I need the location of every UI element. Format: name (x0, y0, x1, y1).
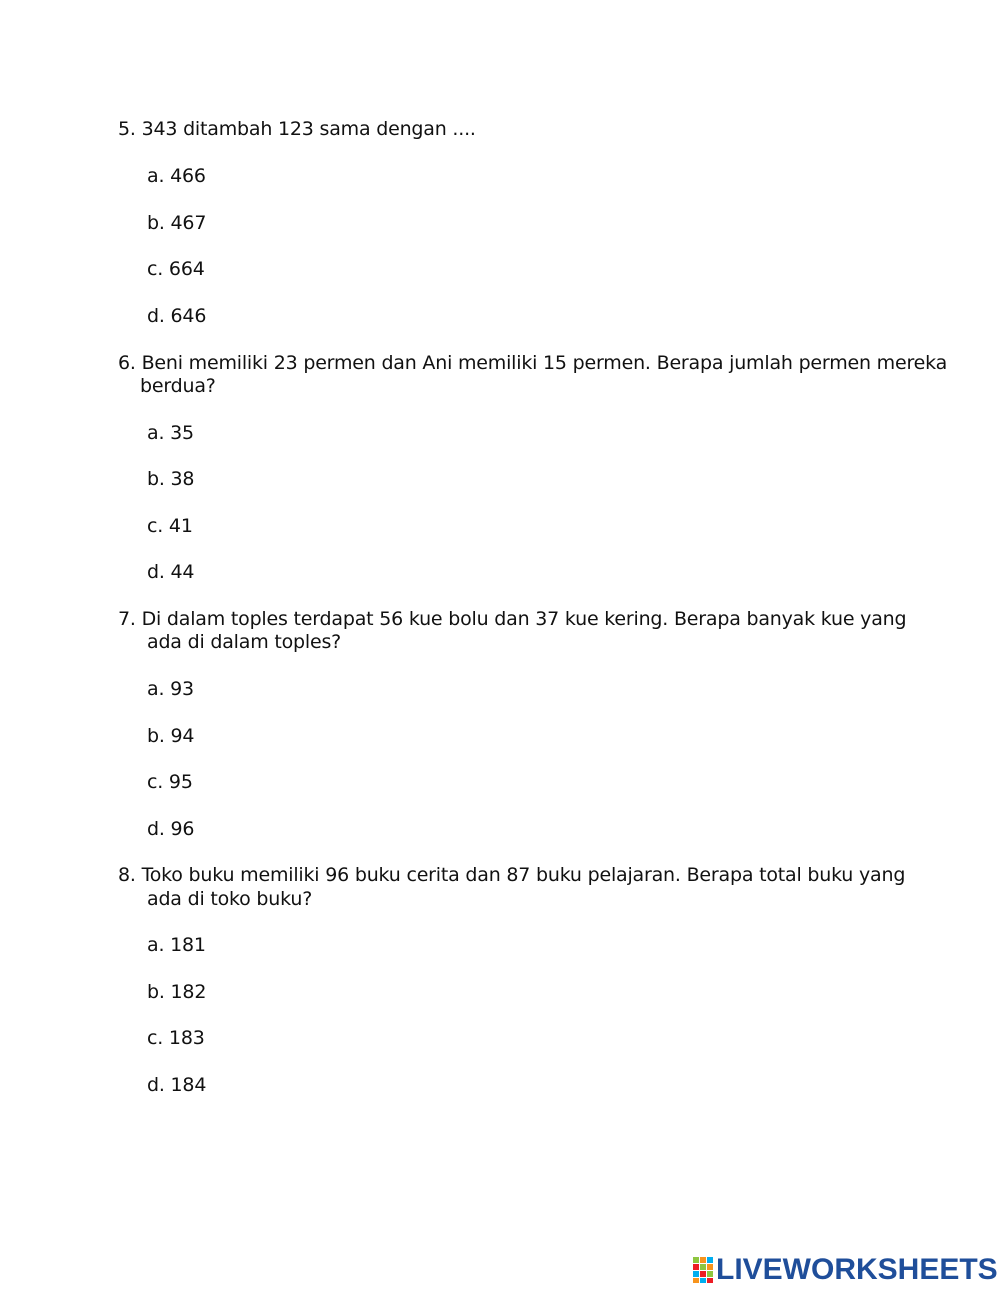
question-6-text-continued: berdua? (140, 375, 216, 397)
question-6-option-a[interactable]: a. 35 (147, 422, 194, 444)
question-6-option-b[interactable]: b. 38 (147, 468, 195, 490)
question-7-option-c[interactable]: c. 95 (147, 771, 193, 793)
question-7-option-a[interactable]: a. 93 (147, 678, 194, 700)
question-5-text: 5. 343 ditambah 123 sama dengan .... (118, 118, 476, 140)
question-6-text: 6. Beni memiliki 23 permen dan Ani memiliki 15 permen. Berapa jumlah permen mereka (118, 352, 948, 374)
question-5-option-b[interactable]: b. 467 (147, 212, 207, 234)
question-8-text: 8. Toko buku memiliki 96 buku cerita dan 87 buku pelajaran. Berapa total buku yang (118, 864, 906, 886)
liveworksheets-logo-text: LIVEWORKSHEETS (716, 1253, 998, 1286)
question-8-option-a[interactable]: a. 181 (147, 934, 206, 956)
question-6-option-d[interactable]: d. 44 (147, 561, 195, 583)
question-8-option-c[interactable]: c. 183 (147, 1027, 205, 1049)
question-5-option-c[interactable]: c. 664 (147, 258, 205, 280)
question-7-option-b[interactable]: b. 94 (147, 725, 195, 747)
question-5-option-a[interactable]: a. 466 (147, 165, 206, 187)
question-7-option-d[interactable]: d. 96 (147, 818, 195, 840)
question-7-text: 7. Di dalam toples terdapat 56 kue bolu dan 37 kue kering. Berapa banyak kue yang (118, 608, 907, 630)
question-8-text-continued: ada di toko buku? (147, 888, 313, 910)
question-6-option-c[interactable]: c. 41 (147, 515, 193, 537)
liveworksheets-logo (693, 1255, 998, 1285)
question-8-option-b[interactable]: b. 182 (147, 981, 207, 1003)
question-7-text-continued: ada di dalam toples? (147, 631, 342, 653)
question-8-option-d[interactable]: d. 184 (147, 1074, 207, 1096)
liveworksheets-blocks-icon (693, 1257, 713, 1283)
question-5-option-d[interactable]: d. 646 (147, 305, 207, 327)
